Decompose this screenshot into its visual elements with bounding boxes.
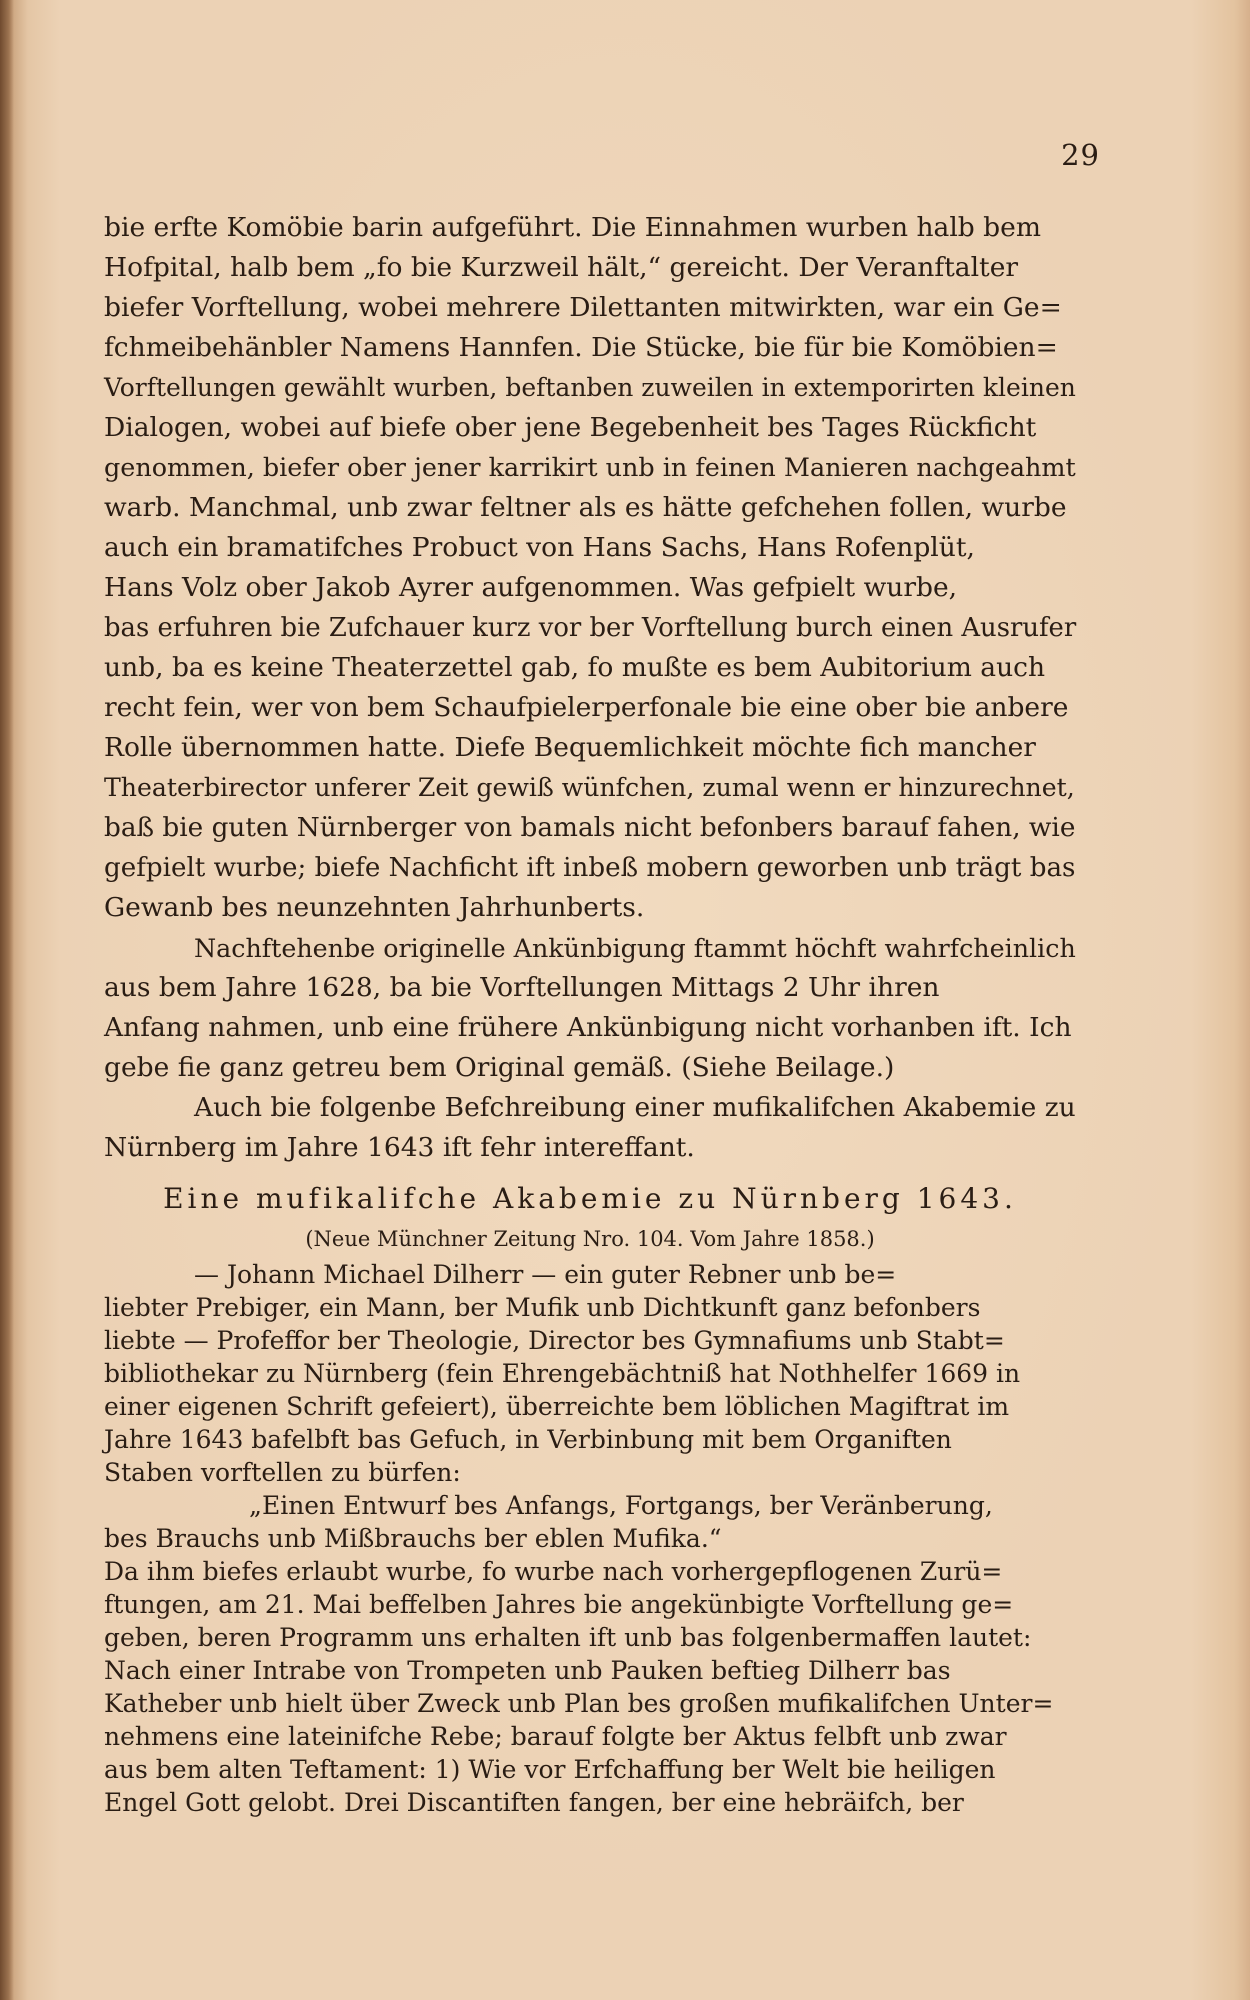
text-line: genommen, biefer ober jener karrikirt unb in feinen Manieren nachgeahmt — [104, 453, 1076, 483]
text-line: bibliothekar zu Nürnberg (fein Ehrengebächtniß hat Nothhelfer 1669 in — [104, 1359, 1021, 1388]
quote-line: bes Brauchs unb Mißbrauchs ber eblen Mufika.“ — [104, 1524, 722, 1553]
text-line: recht fein, wer von bem Schaufpielerperfonale bie eine ober bie anbere — [104, 692, 1069, 723]
text-line: Rolle übernommen hatte. Diefe Bequemlichkeit möchte fich mancher — [104, 732, 1036, 763]
text-line: warb. Manchmal, unb zwar feltner als es hätte gefchehen follen, wurbe — [104, 492, 1067, 523]
text-line: Staben vorftellen zu bürfen: — [104, 1458, 461, 1487]
text-line: gefpielt wurbe; biefe Nachficht ift inbeß mobern geworben unb trägt bas — [104, 853, 1076, 883]
text-line: Nürnberg im Jahre 1643 ift fehr intereffant. — [104, 1132, 695, 1163]
text-line: Anfang nahmen, unb eine frühere Ankünbigung nicht vorhanben ift. Ich — [104, 1012, 1072, 1043]
text-line: Nachftehenbe originelle Ankünbigung ftammt höchft wahrfcheinlich — [194, 933, 1076, 963]
text-line: ftungen, am 21. Mai beffelben Jahres bie angekünbigte Vorftellung ge= — [104, 1590, 1014, 1619]
text-line: Theaterbirector unferer Zeit gewiß wünfchen, zumal wenn er hinzurechnet, — [104, 773, 1075, 802]
text-line: liebte — Profeffor ber Theologie, Director bes Gymnafiums unb Stabt= — [104, 1326, 1005, 1355]
text-line: Katheber unb hielt über Zweck unb Plan bes großen mufikalifchen Unter= — [104, 1689, 1054, 1718]
text-line: Auch bie folgenbe Befchreibung einer mufikalifchen Akabemie zu — [194, 1092, 1076, 1123]
text-line: Gewanb bes neunzehnten Jahrhunberts. — [104, 892, 645, 923]
text-line: biefer Vorftellung, wobei mehrere Dilettanten mitwirkten, war ein Ge= — [104, 292, 1062, 323]
section-source: (Neue Münchner Zeitung Nro. 104. Vom Jahre 1858.) — [305, 1227, 875, 1251]
text-line: gebe fie ganz getreu bem Original gemäß. (Siehe Beilage.) — [104, 1052, 895, 1083]
section-paragraphs — [104, 1258, 1076, 1819]
text-line: Engel Gott gelobt. Drei Discantiften fangen, ber eine hebräifch, ber — [104, 1788, 964, 1817]
text-line: auch ein bramatifches Probuct von Hans Sachs, Hans Rofenplüt, — [104, 532, 975, 563]
quote-line: „Einen Entwurf bes Anfangs, Fortgangs, ber Veränberung, — [249, 1491, 993, 1520]
text-line: unb, ba es keine Theaterzettel gab, fo mußte es bem Aubitorium auch — [104, 652, 1046, 683]
text-line: Da ihm biefes erlaubt wurbe, fo wurbe nach vorhergepflogenen Zurü= — [104, 1557, 1003, 1586]
text-line: einer eigenen Schrift gefeiert), überreichte bem löblichen Magiftrat im — [104, 1392, 1010, 1421]
text-line: aus bem Jahre 1628, ba bie Vorftellungen Mittags 2 Uhr ihren — [104, 972, 940, 1003]
page-number: 29 — [1061, 138, 1100, 172]
text-line: Hans Volz ober Jakob Ayrer aufgenommen. Was gefpielt wurbe, — [104, 572, 958, 603]
text-line: baß bie guten Nürnberger von bamals nicht befonbers barauf fahen, wie — [104, 813, 1076, 843]
text-line: Vorftellungen gewählt wurben, beftanben zuweilen in extemporirten kleinen — [104, 373, 1076, 402]
text-line: aus bem alten Teftament: 1) Wie vor Erfchaffung ber Welt bie heiligen — [104, 1755, 996, 1784]
text-line: Jahre 1643 bafelbft bas Gefuch, in Verbinbung mit bem Organiften — [104, 1425, 952, 1454]
text-line: nehmens eine lateinifche Rebe; barauf folgte ber Aktus felbft unb zwar — [104, 1722, 1007, 1751]
text-line: Dialogen, wobei auf biefe ober jene Begebenheit bes Tages Rückficht — [104, 412, 1037, 443]
text-line: — Johann Michael Dilherr — ein guter Rebner unb be= — [194, 1260, 897, 1289]
text-line: fchmeibehänbler Namens Hannfen. Die Stücke, bie für bie Komöbien= — [104, 332, 1058, 363]
text-line: bas erfuhren bie Zufchauer kurz vor ber Vorftellung burch einen Ausrufer — [104, 613, 1077, 643]
text-line: geben, beren Programm uns erhalten ift unb bas folgenbermaffen lautet: — [104, 1623, 1032, 1652]
text-line: Hofpital, halb bem „fo bie Kurzweil hält,“ gereicht. Der Veranftalter — [104, 252, 1019, 283]
text-line: bie erfte Komöbie barin aufgeführt. Die Einnahmen wurben halb bem — [104, 212, 1041, 243]
main-paragraphs — [104, 208, 1076, 1168]
text-line: liebter Prebiger, ein Mann, ber Mufik unb Dichtkunft ganz befonbers — [104, 1293, 981, 1322]
text-line: Nach einer Intrabe von Trompeten unb Pauken beftieg Dilherr bas — [104, 1656, 951, 1685]
section-heading: Eine mufikalifche Akabemie zu Nürnberg 1643. — [163, 1182, 1017, 1215]
book-spine-shadow — [0, 0, 14, 2000]
